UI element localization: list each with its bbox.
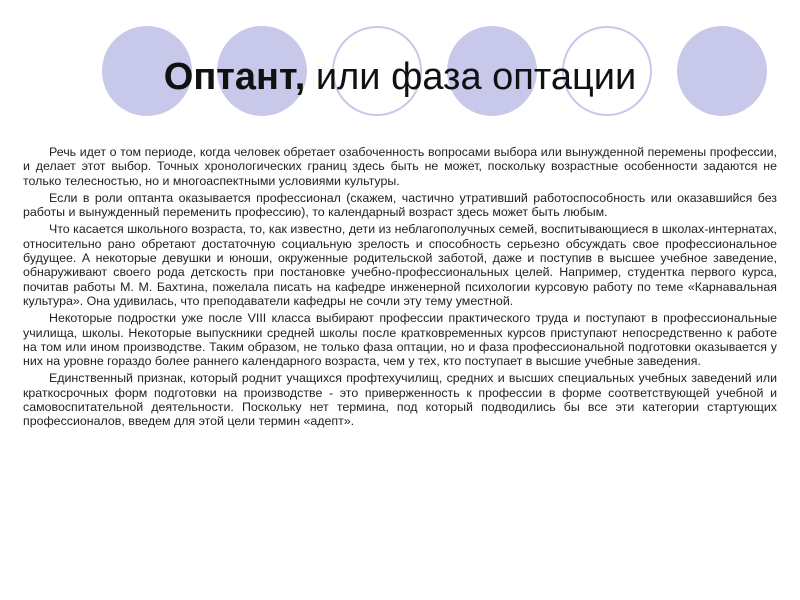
body-paragraph: Что касается школьного возраста, то, как известно, дети из неблагополучных семей, воспитывающиеся в школах-интернатах, относительно рано обретают достаточную социальную зрелость и способность серьезно обсуждать свое профессиональное будущее. А некоторые девушки и юноши, окруженные родительской заботой, даже и поступив в высшее учебное заведение, обнаруживают своего рода детскость при постановке учебно-профессиональных целей. Например, студентка первого курса, почитав работы М. М. Бахтина, пожелала писать на кафедре инженерной психологии курсовую работу по теме «Карнавальная культура». Она удивилась, что преподаватели кафедры не сочли эту тему уместной. [23,222,777,308]
body-paragraph: Если в роли оптанта оказывается профессионал (скажем, частично утративший работоспособность или оказавшийся без работы и вынужденный переменить профессию), то календарный возраст здесь может быть любым. [23,190,777,220]
slide-title [0,52,800,102]
body-paragraph: Речь идет о том периоде, когда человек обретает озабоченность вопросами выбора или вынужденной перемены профессии, и делает этот выбор. Точных хронологических границ здесь быть не может, поскольку возрастные особенности задаются не только телесностью, но и многоаспектными условиями культуры. [23,145,777,188]
body-paragraph: Некоторые подростки уже после VIII класса выбирают профессии практического труда и поступают в профессиональные училища, школы. Некоторые выпускники средней школы после кратковременных курсов приступают непосредственно к работе на том или ином производстве. Таким образом, не только фаза оптации, но и фаза профессиональной подготовки оказывается у них на уровне гораздо более раннего календарного возраста, чем у тех, кто поступает в высшие учебные заведения. [23,311,777,369]
slide-title-bold: Оптант, [163,56,306,98]
body-paragraph: Единственный признак, который роднит учащихся профтехучилищ, средних и высших специальных учебных заведений или краткосрочных форм подготовки на производстве - это приверженность к профессии в форме соответствующей учебной и самовоспитательной деятельности. Поскольку нет термина, под который подводились бы все эти категории стартующих профессионалов, введем для этой цели термин «адепт». [23,371,777,429]
slide-title-rest: или фаза оптации [305,56,637,98]
slide-body [23,145,777,432]
